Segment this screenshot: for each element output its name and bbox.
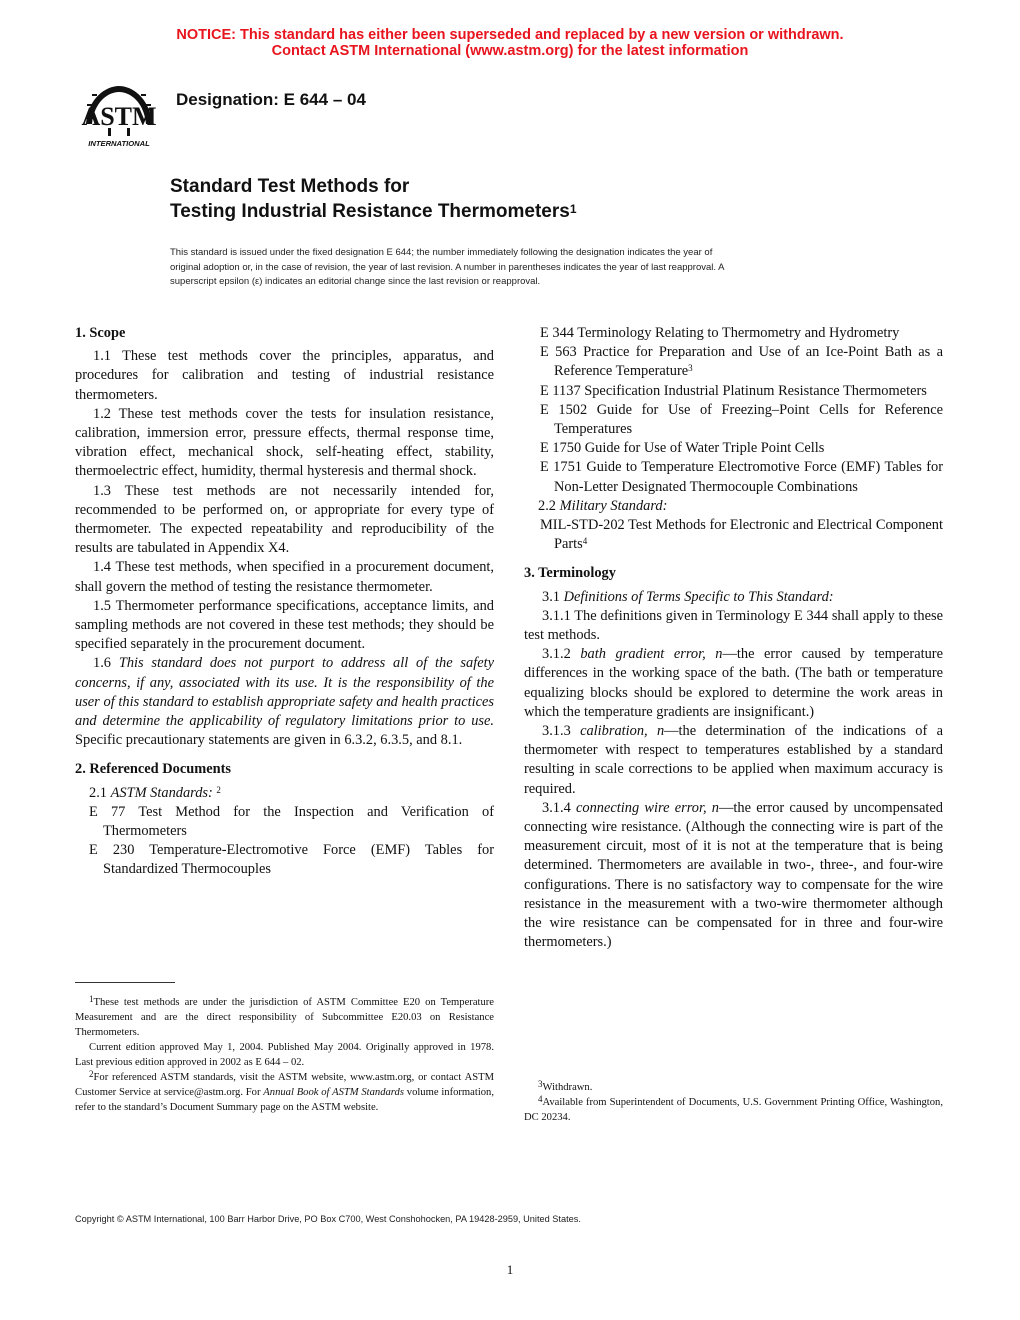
footnote-3 bbox=[524, 1080, 943, 1095]
scope-1-5: 1.5 Thermometer performance specifications, acceptance limits, and sampling methods are not covered in these test methods; they should be specified separately in the procurement document. bbox=[75, 597, 494, 653]
title-line-2-text: Testing Industrial Resistance Thermometers bbox=[170, 201, 570, 222]
ref-e1750: E 1750 Guide for Use of Water Triple Point Cells bbox=[540, 440, 825, 457]
document-title bbox=[170, 174, 577, 224]
footnote-1b: Current edition approved May 1, 2004. Published May 2004. Originally approved in 1978. Last previous edition approved in 2002 as E 644 – 02. bbox=[75, 1042, 494, 1068]
scope-1-4: 1.4 These test methods, when specified in a procurement document, shall govern the method of testing the resistance thermometer. bbox=[75, 559, 494, 595]
footnote-4 bbox=[524, 1095, 943, 1125]
ref-e1502: E 1502 Guide for Use of Freezing–Point Cells for Reference Temperatures bbox=[540, 401, 943, 438]
ref-e1137: E 1137 Specification Industrial Platinum Resistance Thermometers bbox=[540, 382, 927, 399]
footnote-1-mark: 1 bbox=[89, 994, 94, 1004]
term-3-1-4-def: —the error caused by uncompensated connecting wire resistance. (Although the connecting wire is part of the measurement circuit, most of it is not at the temperature that is being determined. Thermometers are available in two-, three-, and four-wire configurations. There is no satisfactory way to compensate for the wire resistance in the measurement with a two-wire thermometer although the wire resistance can be compensated for in three and four-wire thermometers.) bbox=[524, 799, 943, 951]
terminology-3-1-num: 3.1 bbox=[542, 588, 560, 605]
issue-note-line-3: superscript epsilon (ε) indicates an editorial change since the last revision or reapproval. bbox=[170, 276, 541, 287]
footnote-1-text: These test methods are under the jurisdiction of ASTM Committee E20 on Temperature Measurement and are the direct responsibility of Subcommittee E20.03 on Resistance Thermometers. bbox=[75, 997, 494, 1038]
ref-e77: E 77 Test Method for the Inspection and Verification of Thermometers bbox=[89, 803, 494, 840]
ref-e563-text: E 563 Practice for Preparation and Use of an Ice-Point Bath as a Reference Temperature bbox=[540, 344, 943, 380]
military-standard-text: Military Standard: bbox=[559, 497, 668, 514]
issue-note-line-2: original adoption or, in the case of revision, the year of last revision. A number in parentheses indicates the year of last reapproval. A bbox=[170, 261, 725, 273]
term-3-1-2-def: —the error caused by temperature differences in the working space of the bath. (The bath or temperature equalizing blocks should be explored to determine the work areas in which the temperature gradients are insignificant.) bbox=[524, 646, 943, 720]
ref-mil-std-202-sup: 4 bbox=[582, 536, 588, 547]
footnote-2 bbox=[75, 1070, 494, 1115]
terminology-3-1-3 bbox=[524, 722, 943, 799]
terminology-3-1-2 bbox=[524, 645, 943, 722]
title-line-1: Standard Test Methods for bbox=[170, 176, 410, 197]
astm-logo-icon bbox=[78, 80, 160, 148]
scope-1-6 bbox=[75, 654, 494, 750]
scope-1-6-num: 1.6 bbox=[93, 655, 111, 672]
term-3-1-3-num: 3.1.3 bbox=[542, 723, 571, 740]
issue-note-line-1: This standard is issued under the fixed designation E 644; the number immediately following the designation indicates the year of bbox=[170, 247, 713, 258]
astm-standards-num: 2.1 bbox=[89, 784, 107, 801]
supersede-notice bbox=[0, 27, 1020, 59]
notice-line-2: Contact ASTM International (www.astm.org) for the latest information bbox=[271, 43, 749, 59]
scope-1-6-rest: Specific precautionary statements are given in 6.3.2, 6.3.5, and 8.1. bbox=[75, 732, 463, 749]
ref-e563 bbox=[524, 343, 943, 381]
scope-heading: 1. Scope bbox=[75, 325, 126, 341]
footnote-2-pre: For referenced ASTM standards, visit the ASTM website, www.astm.org, or contact ASTM Customer Service at service@astm.org. For bbox=[75, 1072, 494, 1098]
footnote-2-post: volume information, refer to the standard’s Document Summary page on the ASTM website. bbox=[75, 1087, 495, 1113]
footnote-1 bbox=[75, 995, 494, 1040]
designation: Designation: E 644 – 04 bbox=[176, 90, 366, 109]
ref-e344: E 344 Terminology Relating to Thermometry and Hydrometry bbox=[540, 325, 900, 341]
footnotes-right bbox=[524, 1068, 943, 1125]
scope-1-1: 1.1 These test methods cover the principles, apparatus, and procedures for calibration and testing of industrial resistance thermometers. bbox=[75, 348, 494, 403]
footnote-2-mark: 2 bbox=[89, 1069, 94, 1079]
term-3-1-4-num: 3.1.4 bbox=[542, 799, 571, 816]
ref-e1751: E 1751 Guide to Temperature Electromotive Force (EMF) Tables for Non-Letter Designated Thermocouple Combinations bbox=[540, 459, 943, 495]
term-calibration: calibration, n bbox=[580, 723, 665, 740]
copyright: Copyright © ASTM International, 100 Barr Harbor Drive, PO Box C700, West Conshohocken, PA 19428-2959, United States. bbox=[75, 1214, 581, 1224]
scope-1-3: 1.3 These test methods are not necessarily intended for, recommended to be performed on, or appropriate for every type of thermometer. The expected repeatability and reproducibility of the results are tabulated in Appendix X4. bbox=[75, 482, 494, 557]
terminology-3-1-1: 3.1.1 The definitions given in Terminology E 344 shall apply to these test methods. bbox=[524, 607, 943, 644]
refdocs-heading: 2. Referenced Documents bbox=[75, 761, 231, 778]
footnote-4-mark: 4 bbox=[538, 1094, 543, 1104]
terminology-3-1-4 bbox=[524, 799, 943, 953]
ref-mil-std-202-text: MIL-STD-202 Test Methods for Electronic and Electrical Component Parts bbox=[540, 517, 943, 553]
logo-label: INTERNATIONAL bbox=[88, 139, 150, 148]
left-column bbox=[75, 324, 494, 880]
term-bath-gradient-error: bath gradient error, n bbox=[580, 646, 723, 663]
military-standard-label bbox=[524, 497, 943, 516]
safety-caveat: This standard does not purport to address all of the safety concerns, if any, associated with its use. It is the responsibility of the user of this standard to establish appropriate safety and health practices and determine the applicability of regulatory limitations prior to use. bbox=[75, 655, 494, 730]
footnote-3-text: Withdrawn. bbox=[542, 1082, 593, 1093]
right-column bbox=[524, 324, 943, 953]
ref-mil-std-202 bbox=[524, 516, 943, 554]
military-standard-num: 2.2 bbox=[538, 497, 556, 514]
term-3-1-2-num: 3.1.2 bbox=[542, 646, 571, 663]
terminology-heading: 3. Terminology bbox=[524, 565, 616, 582]
footnote-4-text: Available from Superintendent of Documents, U.S. Government Printing Office, Washington, DC 20234. bbox=[524, 1097, 943, 1123]
title-footnote-ref: 1 bbox=[569, 202, 577, 216]
notice-line-1: NOTICE: This standard has either been superseded and replaced by a new version or withdrawn. bbox=[176, 27, 844, 43]
issue-note bbox=[170, 246, 850, 290]
footnote-2-italic: Annual Book of ASTM Standards bbox=[263, 1087, 404, 1098]
term-connecting-wire-error: connecting wire error, n bbox=[576, 799, 719, 816]
terminology-3-1-label: Definitions of Terms Specific to This Standard: bbox=[563, 588, 834, 605]
astm-standards-label bbox=[75, 784, 494, 803]
ref-e230: E 230 Temperature-Electromotive Force (EMF) Tables for Standardized Thermocouples bbox=[89, 842, 494, 878]
scope-1-2: 1.2 These test methods cover the tests for insulation resistance, calibration, immersion error, pressure effects, thermal response time, vibration effect, mechanical shock, self-heating effect, stability, thermoelectric effect, humidity, thermal hysteresis and thermal shock. bbox=[75, 405, 494, 480]
astm-standards-text: ASTM Standards: bbox=[110, 784, 213, 801]
title-line-2 bbox=[170, 199, 577, 224]
astm-standards-sup: 2 bbox=[216, 784, 221, 795]
page-number: 1 bbox=[506, 1262, 514, 1277]
terminology-3-1 bbox=[524, 588, 943, 607]
term-3-1-3-def: —the determination of the indications of a thermometer with respect to temperatures established by a standard resulting in scale corrections to be applied when maximum accuracy is required. bbox=[524, 723, 943, 797]
ref-e563-sup: 3 bbox=[688, 363, 693, 374]
footnotes-left bbox=[75, 982, 494, 1115]
footnote-3-mark: 3 bbox=[538, 1079, 543, 1089]
logo-letters: ASTM bbox=[81, 102, 157, 131]
